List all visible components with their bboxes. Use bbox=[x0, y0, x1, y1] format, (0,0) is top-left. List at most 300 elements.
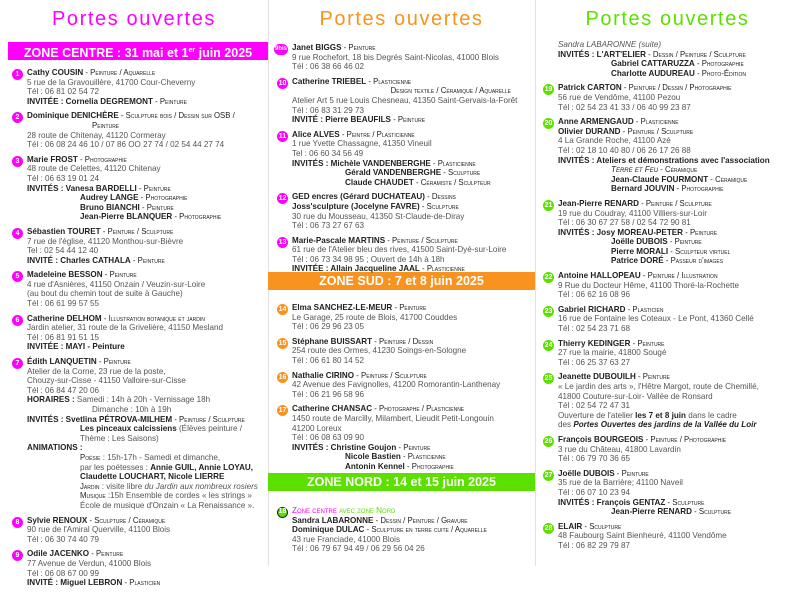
entry-line bbox=[558, 348, 800, 358]
number-badge: 11 bbox=[278, 132, 287, 140]
zone-centre-label-end: juin 2025 bbox=[195, 46, 253, 60]
exhibitor-entry bbox=[543, 83, 800, 112]
name-text: Gérald VANDENBERGHE bbox=[345, 168, 442, 178]
entry-line bbox=[558, 305, 800, 315]
entry-line bbox=[558, 83, 800, 93]
entry-line bbox=[292, 390, 535, 400]
discipline-text: - Peinture / Photographie bbox=[643, 434, 727, 444]
name-text: Joëlle DUBOIS bbox=[611, 237, 668, 247]
discipline-text: - Peinture bbox=[341, 43, 376, 52]
entry-line bbox=[27, 203, 268, 213]
name-text: les 7 et 8 juin bbox=[635, 410, 686, 420]
entry-line bbox=[27, 424, 268, 434]
info-text: Tél : 02 18 10 40 80 / 06 26 17 26 88 bbox=[558, 145, 691, 155]
name-text: Dominique DULAC bbox=[292, 525, 365, 535]
name-text: INVITÉS : Ateliers et démonstrations avec l'association bbox=[558, 155, 770, 165]
entry-line bbox=[27, 482, 268, 492]
discipline-text: - Peinture / Dessin bbox=[372, 336, 434, 346]
discipline-text: - Plasticienne bbox=[400, 452, 446, 462]
discipline-text: - Sculpture bbox=[419, 201, 459, 211]
info-text: (au bout du chemin tout de suite à Gauche) bbox=[27, 289, 183, 299]
discipline-text: - Illustration botanique et jardin bbox=[101, 313, 205, 323]
info-text: 48 Faubourg Saint Bienheuré, 41100 Vendôme bbox=[558, 531, 727, 541]
discipline-text: - Passeur d'images bbox=[663, 256, 724, 266]
info-text: Tél : 06 21 96 58 96 bbox=[292, 389, 364, 399]
entry-line bbox=[292, 544, 535, 554]
exhibitor-entry bbox=[543, 339, 800, 368]
zone-centre-list bbox=[12, 68, 268, 593]
entry-line bbox=[27, 342, 268, 352]
exhibitor-entry bbox=[12, 357, 268, 511]
discipline-text: - Peinture bbox=[102, 270, 137, 280]
entry-line bbox=[292, 303, 535, 313]
zone-nord-banner: ZONE NORD : 14 et 15 juin 2025 bbox=[268, 473, 535, 491]
name-text: Les pinceaux calcissiens bbox=[80, 424, 177, 434]
discipline-text: - Peinture bbox=[130, 255, 165, 265]
info-text: Tél : 06 84 47 20 06 bbox=[27, 385, 99, 395]
exhibitor-entry bbox=[277, 130, 535, 188]
name-text: INVITÉS : L'ART'ELIER bbox=[558, 49, 646, 59]
entry-line bbox=[558, 146, 800, 156]
name-text: Claudette LOUCHART, Nicole LIERRE bbox=[80, 472, 225, 482]
entry-line bbox=[292, 212, 535, 222]
info-text: 41200 Loreux bbox=[292, 423, 342, 433]
name-text: Jean-Pierre BLANQUER bbox=[80, 212, 173, 222]
discipline-text: - Peinture / Aquarelle bbox=[83, 68, 156, 77]
info-text: :15h Ensemble de cordes « les strings » bbox=[105, 491, 252, 501]
info-text: Le Garage, 25 route de Blois, 41700 Couddes bbox=[292, 312, 458, 322]
name-text: INVITÉS : Michèle VANDENBERGHE bbox=[292, 158, 431, 168]
entry-line bbox=[27, 415, 268, 425]
info-text: 61 rue de l'Atelier bleu des rives, 41500 Saint-Dyé-sur-Loire bbox=[292, 245, 507, 255]
name-text: INVITÉ : Charles CATHALA bbox=[27, 255, 131, 265]
info-text: Tél : 02 54 72 47 31 bbox=[558, 401, 630, 411]
discipline-text: - Peinture bbox=[683, 227, 718, 237]
exhibitor-entry bbox=[12, 549, 268, 587]
entry-line bbox=[27, 78, 268, 88]
number-badge: 22 bbox=[544, 274, 553, 282]
entry-line bbox=[558, 401, 800, 411]
info-text: 43 rue Franciade, 41000 Blois bbox=[292, 534, 400, 544]
info-text: : 15h-17h - Samedi et dimanche, bbox=[100, 452, 221, 462]
number-badge: 23 bbox=[544, 307, 553, 315]
info-text: 1450 route de Marcilly, Milambert, Lieudit Petit-Longouin bbox=[292, 413, 494, 423]
info-text: 7 rue de l'église, 41120 Monthou-sur-Bièvre bbox=[27, 236, 184, 246]
info-text: Tél : 06 61 80 14 52 bbox=[292, 355, 364, 365]
discipline-text: - Sculpture en terre cuite / Aquarelle bbox=[364, 525, 487, 535]
number-badge: 21 bbox=[544, 201, 553, 209]
exhibitor-entry bbox=[277, 371, 535, 400]
entry-line bbox=[558, 392, 800, 402]
name-text: ELAIR bbox=[558, 521, 583, 531]
entry-line bbox=[27, 525, 268, 535]
discipline-text: - Plasticien bbox=[625, 304, 664, 314]
info-text: Tél : 02 54 23 41 33 / 06 40 99 23 87 bbox=[558, 102, 691, 112]
discipline-text: - Photographie bbox=[172, 212, 222, 222]
discipline-text: - Peinture bbox=[614, 468, 649, 478]
number-badge: 7 bbox=[12, 358, 23, 369]
entry-line bbox=[27, 111, 268, 121]
entry-line bbox=[558, 117, 800, 127]
name-text: Patrice DORÉ bbox=[611, 256, 664, 266]
discipline-text: - Peinture bbox=[139, 202, 174, 212]
entry-line bbox=[292, 404, 535, 414]
entry-line bbox=[292, 506, 535, 516]
entry-line bbox=[27, 376, 268, 386]
entry-line bbox=[292, 443, 535, 453]
name-text: Catherine TRIEBEL bbox=[292, 76, 367, 86]
entry-line bbox=[292, 424, 535, 434]
entry-line bbox=[27, 549, 268, 559]
entry-line bbox=[292, 535, 535, 545]
name-text: Dominique DENICHÈRE bbox=[27, 111, 119, 121]
discipline-text: - Peinture bbox=[630, 338, 665, 348]
entry-line bbox=[558, 372, 800, 382]
number-badge: 3 bbox=[12, 156, 23, 167]
info-text: Tél : 06 62 16 08 96 bbox=[558, 290, 630, 300]
info-text: Jardin atelier, 31 route de la Grivelière, 41150 Mesland bbox=[27, 323, 224, 333]
info-text: 4 La Grande Roche, 41100 Azé bbox=[558, 136, 671, 146]
entry-line bbox=[27, 164, 268, 174]
info-text: Tel : 02 54 44 12 40 bbox=[27, 246, 99, 256]
entry-line bbox=[558, 218, 800, 228]
name-text: INVITÉS : Vanesa BARDELLI bbox=[27, 183, 137, 193]
info-text: par les poétesses : bbox=[80, 462, 151, 472]
discipline-text: - Peinture / Sculpture bbox=[100, 226, 174, 236]
zone-centre-label: ZONE CENTRE : 31 mai et 1 bbox=[23, 46, 189, 60]
discipline-text: - Sculpture bbox=[441, 168, 481, 178]
name-text: Charlotte AUDUREAU bbox=[611, 68, 695, 78]
entry-line bbox=[292, 130, 535, 140]
info-text: Tél : 06 73 34 98 95 ; Ouvert de 14h à 18h bbox=[292, 254, 445, 264]
discipline-text: - Peinture bbox=[392, 303, 427, 312]
entry-line bbox=[292, 337, 535, 347]
name-text: INVITÉ : Pierre BEAUFILS bbox=[292, 115, 391, 125]
discipline-text: - Plasticienne bbox=[430, 158, 476, 168]
info-text: 1 rue Yvette Chassagne, 41350 Vineuil bbox=[292, 139, 432, 149]
entry-line bbox=[27, 491, 268, 501]
exhibitor-entry bbox=[277, 337, 535, 366]
info-text: Zone centre bbox=[292, 506, 337, 515]
entry-line bbox=[27, 270, 268, 280]
name-text: Bruno BIANCHI bbox=[80, 202, 140, 212]
discipline-text: - Photographie bbox=[138, 193, 188, 203]
entry-line bbox=[27, 299, 268, 309]
name-text: Catherine CHANSAC bbox=[292, 404, 373, 414]
name-text: Catherine DELHOM bbox=[27, 313, 102, 323]
info-text: 5 rue de la Gravouillère, 41700 Cour-Cheverny bbox=[27, 77, 196, 87]
entry-line bbox=[27, 289, 268, 299]
entry-line bbox=[292, 192, 535, 202]
info-text: 27 rue la mairie, 41800 Sougé bbox=[558, 348, 667, 358]
name-text: Elma SANCHEZ-LE-MEUR bbox=[292, 303, 393, 312]
name-text: Marie-Pascale MARTINS bbox=[292, 235, 386, 245]
discipline-text: - Céramique bbox=[658, 165, 698, 175]
info-text: Tél : 06 63 19 01 24 bbox=[27, 173, 99, 183]
entry-line bbox=[292, 43, 535, 53]
entry-line bbox=[27, 578, 268, 588]
entry-line bbox=[27, 97, 268, 107]
name-text: Alice ALVES bbox=[292, 129, 340, 139]
entry-line bbox=[558, 522, 800, 532]
info-text: Sandra LABARONNE (suite) bbox=[558, 40, 662, 49]
discipline-text: - Peinture / Sculpture bbox=[385, 235, 458, 245]
info-text: 77 Avenue de Verdun, 41000 Blois bbox=[27, 558, 152, 568]
name-text: Joëlle DUBOIS bbox=[558, 468, 615, 478]
entry-line bbox=[558, 199, 800, 209]
exhibitor-entry bbox=[277, 192, 535, 230]
discipline-text: - Plasticien bbox=[122, 578, 161, 588]
name-text: Anne ARMENGAUD bbox=[558, 117, 634, 127]
discipline-text: Musique bbox=[80, 491, 106, 501]
discipline-text: - Céramique bbox=[708, 174, 748, 184]
name-text: INVITÉS : Svetlina PÉTROVA-MILHEM bbox=[27, 414, 173, 424]
entry-line bbox=[558, 445, 800, 455]
entry-line bbox=[27, 121, 268, 131]
discipline-text: - Peinture bbox=[635, 372, 670, 382]
entry-line bbox=[558, 488, 800, 498]
number-badge: 15 bbox=[278, 339, 287, 347]
info-text: 9 rue Rochefort, 18 bis Degrés Saint-Nicolas, 41000 Blois bbox=[292, 52, 499, 62]
title-sud: Portes ouvertes bbox=[319, 8, 484, 30]
number-badge: 4 bbox=[12, 228, 23, 239]
number-badge: 9 bbox=[12, 550, 23, 561]
info-text: Tél : 06 08 63 09 90 bbox=[292, 433, 364, 443]
entry-line bbox=[292, 178, 535, 188]
discipline-text: - Photographe / Plasticienne bbox=[372, 404, 465, 414]
exhibitor-entry bbox=[543, 469, 800, 517]
info-text: Tél : 06 30 67 27 58 / 02 54 72 90 81 bbox=[558, 218, 691, 228]
discipline-text: - Sculpture bois / Dessin sur OSB / bbox=[118, 111, 235, 121]
discipline-text: - Photographie bbox=[674, 184, 724, 194]
exhibitor-entry bbox=[543, 40, 800, 78]
discipline-text: - Peinture bbox=[390, 115, 426, 125]
number-badge: 9bis bbox=[274, 44, 288, 55]
info-text: Tél : 06 79 70 36 65 bbox=[558, 454, 630, 464]
info-text: avec zone Nord bbox=[336, 506, 396, 515]
entry-line bbox=[558, 59, 800, 69]
entry-line bbox=[27, 443, 268, 453]
entry-line bbox=[292, 371, 535, 381]
entry-line bbox=[558, 247, 800, 257]
exhibitor-entry bbox=[543, 372, 800, 430]
info-text: Tél : 02 54 23 71 68 bbox=[558, 324, 630, 334]
discipline-text: - Peinture bbox=[667, 237, 702, 247]
info-text: 254 route des Ormes, 41230 Soings-en-Sologne bbox=[292, 346, 467, 356]
discipline-text: - Plasticienne bbox=[633, 117, 679, 127]
info-text: Dimanche : 10h à 19h bbox=[92, 405, 172, 414]
discipline-text: - Dessins bbox=[424, 192, 456, 202]
info-text: 90 rue de l'Amiral Querville, 41100 Blois bbox=[27, 525, 171, 535]
entry-line bbox=[558, 93, 800, 103]
entry-line bbox=[292, 221, 535, 231]
info-text: Terre et Feu bbox=[611, 165, 659, 175]
entry-line bbox=[27, 280, 268, 290]
entry-line bbox=[27, 386, 268, 396]
number-badge: 12 bbox=[278, 195, 287, 203]
entry-line bbox=[292, 139, 535, 149]
info-text: Tél : 06 73 27 67 63 bbox=[292, 221, 364, 231]
discipline-text: - Peinture bbox=[136, 183, 171, 193]
number-badge: 28 bbox=[544, 524, 553, 532]
entry-line bbox=[558, 324, 800, 334]
name-text: Nicole Bastien bbox=[345, 452, 401, 462]
exhibitor-entry bbox=[12, 111, 268, 149]
info-text: (Élèves peinture / bbox=[176, 424, 242, 434]
info-text: Ouverture de l'atelier bbox=[558, 410, 636, 420]
discipline-text: - Sculpture bbox=[582, 521, 622, 531]
entry-line bbox=[292, 168, 535, 178]
info-text: Tél : 06 08 67 00 99 bbox=[27, 568, 99, 578]
entry-line bbox=[558, 228, 800, 238]
info-text: Tél : 06 30 74 40 79 bbox=[27, 534, 99, 544]
discipline-text: - Sculpture bbox=[665, 497, 705, 507]
info-text: Tél : 06 07 10 23 94 bbox=[558, 487, 630, 497]
name-text: Édith LANQUETIN bbox=[27, 357, 97, 367]
entry-line bbox=[292, 255, 535, 265]
zone-centre-banner bbox=[8, 42, 268, 60]
entry-line bbox=[292, 159, 535, 169]
entry-line bbox=[292, 356, 535, 366]
entry-line bbox=[558, 290, 800, 300]
name-text: Gabriel CATTARUZZA bbox=[611, 59, 695, 69]
number-badge: 18 bbox=[277, 507, 288, 518]
number-badge: 8 bbox=[12, 517, 23, 528]
discipline-text: - Plasticienne bbox=[419, 264, 465, 274]
exhibitor-entry bbox=[12, 270, 268, 308]
exhibitor-entry bbox=[277, 236, 535, 274]
number-badge: 2 bbox=[12, 112, 23, 123]
info-text: Tél : 06 82 29 79 87 bbox=[558, 540, 630, 550]
name-text: Bernard JOUVIN bbox=[611, 184, 675, 194]
entry-line bbox=[292, 245, 535, 255]
name-text: INVITÉS : François GENTAZ bbox=[558, 497, 666, 507]
exhibitor-entry bbox=[12, 227, 268, 265]
info-text: Portes Ouvertes des jardins de la Vallée du Loir bbox=[573, 420, 757, 430]
column-divider bbox=[535, 0, 536, 566]
entry-line bbox=[558, 469, 800, 479]
number-badge: 27 bbox=[544, 471, 553, 479]
info-text: Tél : 06 08 24 46 10 / 07 86 OO 27 74 / 02 54 44 27 74 bbox=[27, 140, 225, 150]
info-text: Tél : 06 25 37 63 27 bbox=[558, 357, 630, 367]
entry-line bbox=[292, 414, 535, 424]
entry-line bbox=[292, 462, 535, 472]
number-badge: 19 bbox=[544, 86, 553, 94]
entry-line bbox=[558, 435, 800, 445]
name-text: Cathy COUSIN bbox=[27, 68, 84, 77]
entry-line bbox=[292, 525, 535, 535]
info-text: 41800 Couture-sur-Loir- Vallée de Ronsard bbox=[558, 391, 713, 401]
entry-line bbox=[558, 281, 800, 291]
number-badge: 10 bbox=[278, 79, 287, 87]
name-text: Sébastien TOURET bbox=[27, 226, 101, 236]
discipline-text: - Peinture bbox=[152, 96, 187, 106]
info-text: 16 rue de Fontaine les Coteaux - Le Pont, 41360 Cellé bbox=[558, 314, 754, 324]
entry-line bbox=[558, 50, 800, 60]
info-text: 3 rue du Château, 41800 Lavardin bbox=[558, 444, 681, 454]
name-text: INVITÉS : Christine Goujon bbox=[292, 442, 397, 452]
name-text: Olivier DURAND bbox=[558, 126, 621, 136]
info-text: École de musique d'Onzain « La Renaissance ». bbox=[80, 500, 255, 510]
exhibitor-entry bbox=[543, 522, 800, 551]
entry-line bbox=[292, 452, 535, 462]
entry-line bbox=[558, 184, 800, 194]
number-badge: 1 bbox=[12, 69, 23, 80]
discipline-text: - Photographie bbox=[694, 59, 744, 69]
entry-line bbox=[292, 62, 535, 72]
entry-line bbox=[27, 367, 268, 377]
name-text: François BOURGEOIS bbox=[558, 434, 644, 444]
zone-sud-banner: ZONE SUD : 7 et 8 juin 2025 bbox=[268, 272, 535, 290]
info-text: Atelier de la Corne, 23 rue de la poste, bbox=[27, 366, 166, 376]
info-text: Tél : 06 79 67 94 49 / 06 29 56 04 26 bbox=[292, 544, 425, 554]
discipline-text: - Dessin / Peinture / Gravure bbox=[373, 515, 468, 525]
entry-line bbox=[292, 313, 535, 323]
info-text: « Le jardin des arts », l'Hêtre Margot, route de Chemillé, bbox=[558, 382, 759, 391]
info-text: Tél : 06 29 96 23 05 bbox=[292, 322, 364, 332]
exhibitor-entry bbox=[277, 404, 535, 471]
discipline-text: - Sculpture / Céramique bbox=[87, 515, 166, 525]
exhibitor-entry bbox=[274, 43, 535, 72]
zone-nord-list-2 bbox=[543, 40, 800, 556]
entry-line bbox=[27, 155, 268, 165]
exhibitor-entry bbox=[543, 271, 800, 300]
entry-line bbox=[27, 434, 268, 444]
info-text: Tél : 06 81 91 51 15 bbox=[27, 332, 99, 342]
name-text: Audrey LANGE bbox=[80, 193, 139, 203]
number-badge: 20 bbox=[544, 120, 553, 128]
name-text: Stéphane BUISSART bbox=[292, 336, 373, 346]
entry-line bbox=[558, 165, 800, 175]
entry-line bbox=[558, 175, 800, 185]
entry-line bbox=[292, 516, 535, 526]
name-text: Sylvie RENOUX bbox=[27, 515, 88, 525]
discipline-text: - Dessin / Peinture / Sculpture bbox=[645, 49, 746, 59]
name-text: Annie GUIL, Annie LOYAU, bbox=[150, 462, 254, 472]
name-text: Antonin Kennel bbox=[345, 461, 405, 471]
name-text: ANIMATIONS : bbox=[27, 443, 83, 453]
exhibitor-entry bbox=[543, 305, 800, 334]
info-text: Tél : 06 38 66 46 02 bbox=[292, 62, 364, 72]
number-badge: 26 bbox=[544, 437, 553, 445]
info-text: Tél : 06 83 31 29 73 bbox=[292, 105, 364, 115]
discipline-text: Peinture bbox=[92, 120, 120, 130]
entry-line bbox=[27, 559, 268, 569]
name-text: HORAIRES : bbox=[27, 395, 77, 405]
entry-line bbox=[27, 68, 268, 78]
number-badge: 6 bbox=[12, 315, 23, 326]
zone-sud-list bbox=[277, 303, 535, 477]
entry-line bbox=[292, 346, 535, 356]
info-text: dans le cadre bbox=[685, 410, 737, 420]
entry-line bbox=[27, 256, 268, 266]
entry-line bbox=[27, 357, 268, 367]
entry-line bbox=[27, 246, 268, 256]
discipline-text: - Peinture bbox=[89, 549, 124, 559]
info-text: Chouzy-sur-Cisse - 41150 Valloire-sur-Cisse bbox=[27, 376, 186, 386]
name-text: Sandra LABARONNE bbox=[292, 515, 374, 525]
discipline-text: - Sculpture bbox=[691, 507, 732, 517]
info-text: Thème : Les Saisons) bbox=[80, 433, 159, 443]
exhibitor-entry bbox=[543, 117, 800, 194]
name-text: Nathalie CIRINO bbox=[292, 370, 355, 380]
entry-line bbox=[27, 463, 268, 473]
zone-nord-list-1 bbox=[277, 506, 535, 559]
name-text: INVITÉE : Allain Jacqueline JAAL bbox=[292, 264, 420, 274]
info-text: Atelier Art 5 rue Louis Chesneau, 41350 Saint-Gervais-la-Forêt bbox=[292, 95, 518, 105]
info-text: 19 rue du Coudray, 41100 Villiers-sur-Loir bbox=[558, 208, 707, 218]
name-text: GED encres (Gérard DUCHATEAU) bbox=[292, 192, 425, 202]
